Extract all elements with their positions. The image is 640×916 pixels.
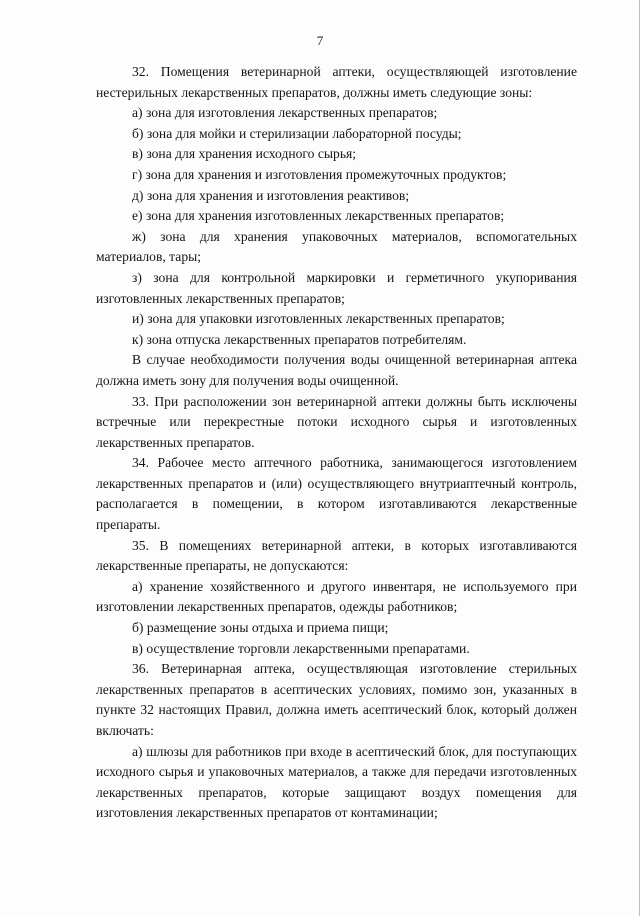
- list-item-32-k: к) зона отпуска лекарственных препаратов потребителям.: [132, 331, 467, 347]
- list-item-32-d: д) зона для хранения и изготовления реактивов;: [132, 187, 410, 203]
- paragraph-34: 34. Рабочее место аптечного работника, занимающегося изготовлением лекарственных препаратов и (или) осуществляющего внутриаптечный контроль, располагается в помещении, в котором изготавливаются лекарственные препараты.: [96, 455, 577, 533]
- list-item-32-zh: ж) зона для хранения упаковочных материалов, вспомогательных материалов, тары;: [96, 228, 577, 265]
- list-item-32-e: е) зона для хранения изготовленных лекарственных препаратов;: [132, 208, 505, 224]
- list-item-32-a: а) зона для изготовления лекарственных препаратов;: [132, 105, 438, 121]
- paragraph-32-intro: 32. Помещения ветеринарной аптеки, осуществляющей изготовление нестерильных лекарственных препаратов, должны иметь следующие зоны:: [96, 64, 577, 100]
- list-item-35-v: в) осуществление торговли лекарственными препаратами.: [132, 640, 470, 656]
- list-item-36-a: а) шлюзы для работников при входе в асептический блок, для поступающих исходного сырья и упаковочных материалов, а также для передачи изготовленных лекарственных препаратов, которые защищают воздух помещения для изготовления лекарственных препаратов от контаминации;: [96, 743, 577, 821]
- list-item-32-v: в) зона для хранения исходного сырья;: [132, 146, 357, 162]
- paragraph-35-intro: 35. В помещениях ветеринарной аптеки, в которых изготавливаются лекарственные препараты, не допускаются:: [96, 537, 577, 574]
- page-number: 7: [316, 33, 324, 48]
- list-item-32-g: г) зона для хранения и изготовления промежуточных продуктов;: [132, 166, 507, 182]
- list-item-32-b: б) зона для мойки и стерилизации лабораторной посуды;: [132, 125, 462, 141]
- list-item-32-z: з) зона для контрольной маркировки и герметичного укупоривания изготовленных лекарственных препаратов;: [96, 269, 577, 306]
- paragraph-purified-water: В случае необходимости получения воды очищенной ветеринарная аптека должна иметь зону для получения воды очищенной.: [96, 352, 577, 388]
- list-item-35-a: а) хранение хозяйственного и другого инвентаря, не используемого при изготовлении лекарственных препаратов, одежды работников;: [96, 578, 577, 615]
- list-item-35-b: б) размещение зоны отдыха и приема пищи;: [132, 620, 389, 636]
- list-item-32-i: и) зона для упаковки изготовленных лекарственных препаратов;: [132, 311, 505, 327]
- document-body: [96, 62, 577, 824]
- paragraph-33: 33. При расположении зон ветеринарной аптеки должны быть исключены встречные или перекрестные потоки исходного сырья и изготовленных лекарственных препаратов.: [96, 393, 577, 450]
- paragraph-36-intro: 36. Ветеринарная аптека, осуществляющая изготовление стерильных лекарственных препаратов в асептических условиях, помимо зон, указанных в пункте 32 настоящих Правил, должна иметь асептический блок, который должен включать:: [96, 661, 577, 738]
